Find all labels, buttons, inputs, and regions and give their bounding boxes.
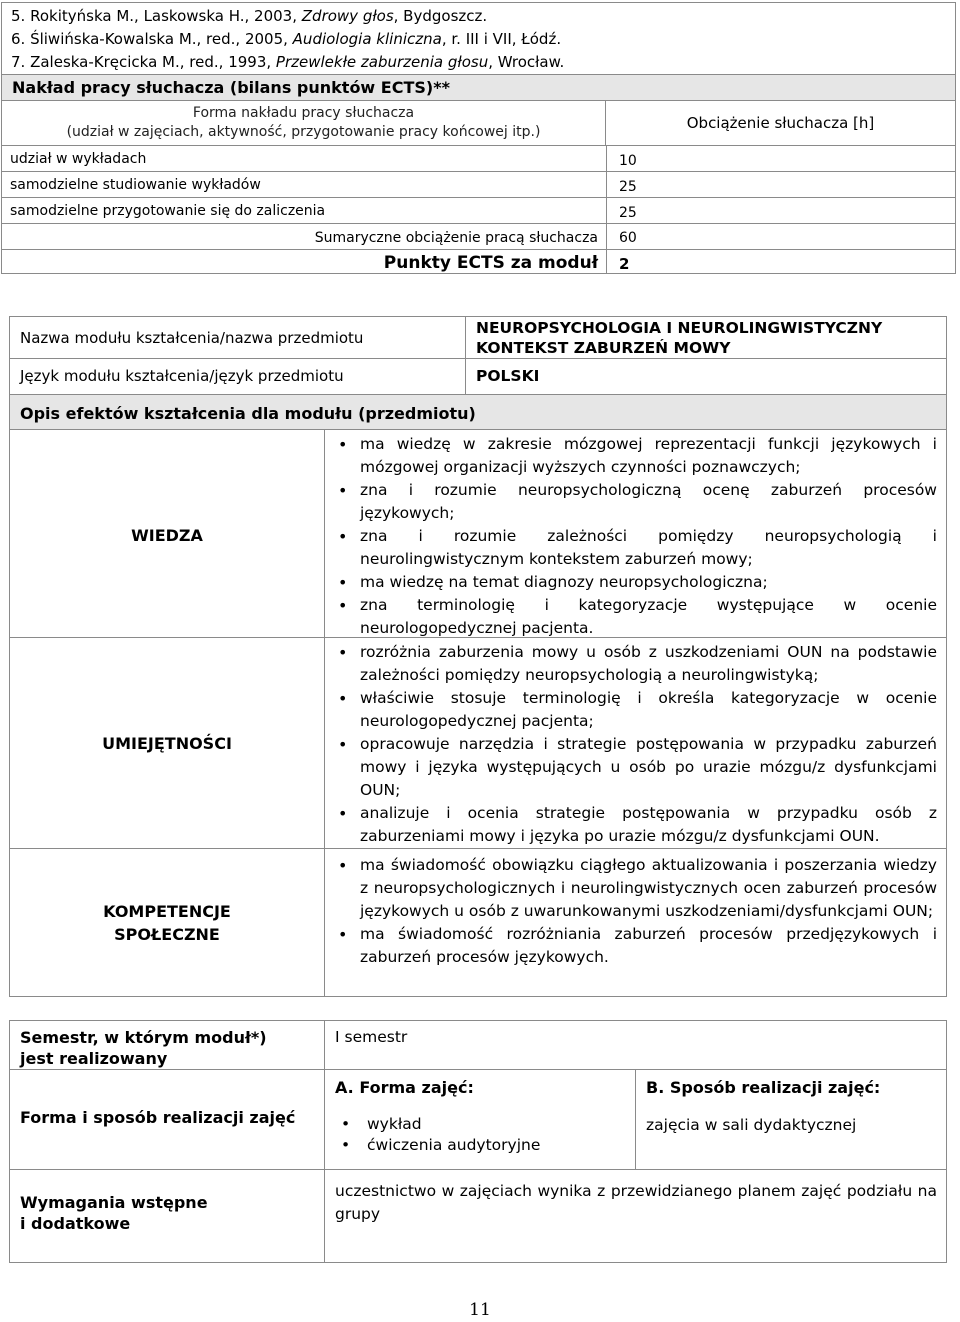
list-item: • analizuje i ocenia strategie postępowania w przypadku osób z zaburzeniami mowy i języka po urazie mózgu/z dysfunkcjami OUN. [334, 802, 937, 848]
form-method-cell: B. Sposób realizacji zajęć: zajęcia w sali dydaktycznej [635, 1069, 947, 1170]
list-item: • ma świadomość obowiązku ciągłego aktualizowania i poszerzania wiedzy z neuropsychologicznych i neurolingwistycznych ocen zaburzeń procesów językowych u osób z uwarunkowanymi uszkodzeniami/dysfunkcjami OUN; [334, 854, 937, 923]
ects-row-label: samodzielne studiowanie wykładów [10, 176, 261, 193]
list-item: • właściwie stosuje terminologię i określa kategoryzacje w ocenie neurologopedycznej pacjenta; [334, 687, 937, 733]
ects-row [2, 197, 955, 223]
category-social-competence-items [324, 848, 947, 997]
list-item: • zna i rozumie zależności pomiędzy neuropsychologią i neurolingwistycznym kontekstem zaburzeń mowy; [334, 525, 937, 571]
ects-header: Nakład pracy słuchacza (bilans punktów ECTS)** [2, 74, 955, 101]
list-item: • opracowuje narzędzia i strategie postępowania w przypadku zaburzeń mowy i języka występujących u osób po urazie mózgu/z dysfunkcjami OUN; [334, 733, 937, 802]
category-skills-label: UMIEJĘTNOŚCI [9, 637, 325, 849]
module-name-value: NEUROPSYCHOLOGIA I NEUROLINGWISTYCZNY KONTEKST ZABURZEŃ MOWY [465, 316, 947, 359]
ects-row-hours: 10 [606, 146, 955, 171]
ects-total-value: 60 [606, 224, 955, 249]
ects-row-label: udział w wykładach [10, 150, 147, 167]
reference-item: 5. Rokityńska M., Laskowska H., 2003, Zdrowy głos, Bydgoszcz. [11, 7, 488, 25]
reference-item: 6. Śliwińska-Kowalska M., red., 2005, Audiologia kliniczna, r. III i VII, Łódź. [11, 30, 562, 48]
list-item: • ma wiedzę w zakresie mózgowej reprezentacji funkcji językowych i mózgowej organizacji wyższych czynności poznawczych; [334, 433, 937, 479]
module-name-cell: Nazwa modułu kształcenia/nazwa przedmiotu [9, 316, 466, 359]
ects-row-hours: 25 [606, 198, 955, 223]
semester-value-cell: I semestr [324, 1020, 947, 1070]
list-item: • zna i rozumie neuropsychologiczną ocenę zaburzeń procesów językowych; [334, 479, 937, 525]
reference-list [11, 5, 711, 74]
reference-item: 7. Zaleska-Kręcicka M., red., 1993, Przewlekłe zaburzenia głosu, Wrocław. [11, 53, 565, 71]
category-knowledge-label: WIEDZA [9, 429, 325, 638]
category-social-competence-label: KOMPETENCJE SPOŁECZNE [9, 848, 325, 997]
list-item: • wykład [335, 1114, 635, 1135]
page-number: 11 [469, 1300, 491, 1320]
outcomes-header: Opis efektów kształcenia dla modułu (przedmiotu) [9, 394, 947, 430]
semester-label-cell: Semestr, w którym moduł*) jest realizowany [9, 1020, 325, 1070]
form-type-cell: A. Forma zajęć: • wykład • ćwiczenia audytoryjne [324, 1069, 636, 1170]
module-language-cell: Język modułu kształcenia/język przedmiotu [9, 358, 466, 395]
ects-points-label: Punkty ECTS za moduł [383, 253, 598, 273]
category-knowledge-items [324, 429, 947, 638]
ects-points-row [2, 249, 955, 273]
form-label-cell: Forma i sposób realizacji zajęć [9, 1069, 325, 1170]
ects-row-hours: 25 [606, 172, 955, 197]
list-item: • ćwiczenia audytoryjne [335, 1135, 635, 1156]
list-item: • rozróżnia zaburzenia mowy u osób z uszkodzeniami OUN na podstawie zależności pomiędzy neuropsychologią a neurolingwistyką; [334, 641, 937, 687]
list-item: • ma wiedzę na temat diagnozy neuropsychologiczna; [334, 571, 937, 594]
ects-row-label: samodzielne przygotowanie się do zaliczenia [10, 202, 326, 219]
ects-total-label: Sumaryczne obciążenie pracą słuchacza [314, 229, 598, 246]
ects-points-value: 2 [606, 250, 955, 273]
list-item: • zna terminologię i kategoryzacje występujące w ocenie neurologopedycznej pacjenta. [334, 594, 937, 640]
category-skills-items [324, 637, 947, 849]
requirements-value-cell: uczestnictwo w zajęciach wynika z przewidzianego planem zajęć podziału na grupy [324, 1169, 947, 1263]
ects-row [2, 171, 955, 197]
module-language-value: POLSKI [465, 358, 947, 395]
ects-total-row [2, 223, 955, 249]
ects-row [2, 145, 955, 171]
ects-col-header-hours: Obciążenie słuchacza [h] [686, 114, 875, 132]
requirements-label-cell: Wymagania wstępne i dodatkowe [9, 1169, 325, 1263]
list-item: • ma świadomość rozróżniania zaburzeń procesów przedjęzykowych i zaburzeń procesów językowych. [334, 923, 937, 969]
ects-col-header-form: Forma nakładu pracy słuchacza (udział w zajęciach, aktywność, przygotowanie pracy końcowej itp.) [2, 101, 606, 145]
